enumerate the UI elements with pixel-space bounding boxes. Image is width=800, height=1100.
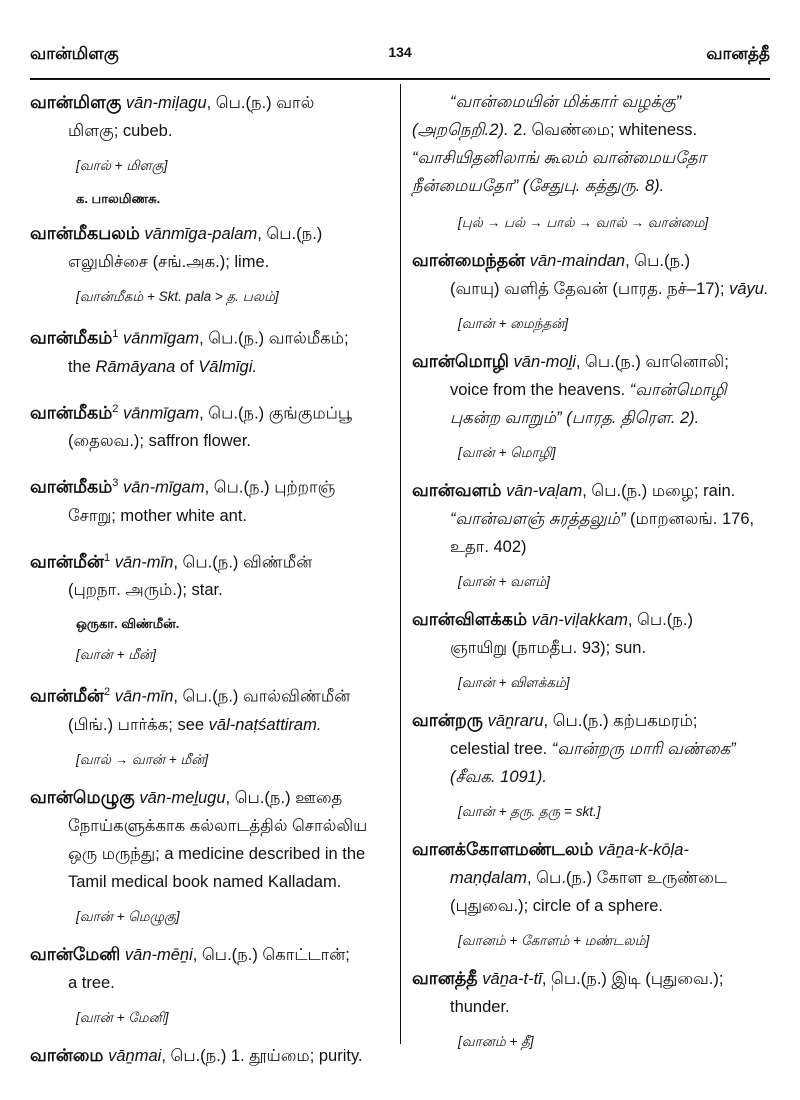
headword: வான்மெழுகு — [30, 786, 135, 807]
etymology: [வான் + வளம்] — [458, 574, 550, 589]
definition-line — [412, 404, 770, 432]
etymology: [வால் + மிளகு] — [76, 158, 168, 173]
dictionary-entry — [412, 605, 770, 662]
etymology: [வான் + மெழுகு] — [76, 908, 180, 924]
definition: , பெ.(ந.) குங்குமப்பூ — [199, 404, 352, 422]
headword: வான்மீன் — [30, 685, 104, 706]
running-head-right: வானத்தீ — [706, 44, 770, 63]
etymology: [வான் + விளக்கம்] — [458, 675, 570, 690]
definition-text: the — [68, 357, 96, 376]
headword: வான்றரு — [412, 710, 483, 730]
headword: வான்மீகம் — [30, 402, 113, 422]
headword: வான்மைந்தன் — [412, 250, 526, 270]
dictionary-entry — [412, 246, 770, 303]
definition-text: celestial tree. — [450, 740, 552, 758]
dictionary-entry — [412, 347, 770, 432]
transliteration: vān-vaḷam — [506, 482, 583, 500]
transliteration: vāṉmai — [108, 1046, 162, 1065]
homonym-number: 3 — [112, 477, 119, 489]
citation: (சேதுபு. கத்துரு. 8). — [518, 177, 665, 195]
homonym-number: 1 — [112, 328, 119, 340]
definition-line — [412, 172, 770, 200]
definition: , பெ.(ந.) புற்றாஞ் — [204, 478, 336, 497]
quotation: “வான்மொழி — [629, 381, 727, 399]
definition: , பெ.(ந.) — [625, 252, 691, 270]
definition: , பெ.(ந.) வால்விண்மீன் — [173, 687, 351, 706]
definition-line — [30, 353, 390, 381]
headword: வான்விளக்கம் — [412, 609, 528, 629]
etymology: [வான் + மைந்தன்] — [458, 316, 569, 331]
definition-line — [30, 711, 390, 739]
definition-line: ஞாயிறு (நாமதீப. 93); sun. — [450, 639, 647, 657]
etymology: [வான் + மொழி] — [458, 445, 556, 460]
definition-line — [412, 864, 770, 892]
definition: , பெ.(ந.) — [257, 225, 323, 243]
etymology: [வால் → வான் + மீன்] — [76, 751, 209, 767]
transliteration: vān-mīn — [114, 553, 174, 571]
quotation: புகன்ற வாறும்” — [450, 409, 562, 427]
definition: , பெ.(ந.) வானொலி; — [575, 353, 729, 371]
dictionary-entry — [30, 469, 390, 530]
definition: , பெ.(ந.) வால்மீகம்; — [199, 329, 349, 348]
homonym-number: 2 — [112, 402, 119, 415]
quotation: நீன்மையதோ” — [412, 177, 519, 195]
headword: வானக்கோளமண்டலம் — [412, 839, 594, 859]
dictionary-entry — [30, 320, 390, 381]
work-title: Rāmāyana — [95, 357, 176, 376]
dictionary-entry — [30, 783, 390, 896]
transliteration: vān-meḻugu — [139, 788, 226, 807]
headword: வான்மை — [30, 1044, 104, 1065]
definition-text: , பெ.(ந.) கோள உருண்டை — [527, 869, 728, 887]
definition-text: voice from the heavens. — [450, 381, 630, 399]
definition-line: நோய்களுக்காக கல்லாடத்தில் சொல்லிய — [68, 816, 368, 835]
definition-line: (புதுவை.); circle of a sphere. — [450, 897, 663, 915]
definition: , பெ.(ந.) — [627, 611, 693, 629]
definition-line: உதா. 402) — [450, 538, 527, 556]
etymology: [வான் + தரு. தரு = skt.] — [458, 804, 601, 819]
definition-line — [412, 735, 770, 763]
definition: , பெ.(ந.) மழை; rain. — [582, 482, 736, 500]
citation: (அறநெறி.2). — [412, 121, 509, 139]
transliteration: vān-mīn — [114, 687, 174, 706]
transliteration: vāṉa-t-tī — [482, 970, 542, 988]
transliteration: vān-viḷakkam — [531, 611, 628, 629]
dictionary-entry — [30, 219, 390, 276]
etymology: [வானம் + தீ] — [458, 1034, 534, 1049]
headword: வான்மீன் — [30, 551, 104, 571]
quotation: “வான்றரு மாரி வண்கை” — [551, 740, 736, 758]
definition: , பெ.(ந.) கற்பகமரம்; — [543, 712, 698, 730]
etymology: [வான்மீகம் + Skt. pala > த. பலம்] — [76, 289, 279, 304]
citation: (பாரத. திரௌ. 2). — [561, 409, 700, 427]
headword: வான்மீகம் — [30, 327, 113, 348]
etymology: [வானம் + கோளம் + மண்டலம்] — [458, 933, 650, 948]
homonym-number: 1 — [103, 551, 111, 564]
column-divider — [400, 84, 401, 1044]
definition: , பெ.(ந.) ஊதை — [225, 788, 343, 807]
cross-reference: vāl-naṭśattiram. — [208, 715, 322, 734]
definition-line — [412, 376, 770, 404]
page-number: 134 — [388, 44, 412, 60]
headword: வான்மீகம் — [30, 476, 113, 497]
definition-line: (தைலவ.); saffron flower. — [68, 432, 252, 450]
transliteration: vānmīga-palam — [144, 225, 258, 243]
definition-text: (பிங்.) பார்க்க; see — [68, 715, 209, 734]
cognate-note: ஒருகா. விண்மீன். — [76, 616, 180, 631]
dictionary-entry — [30, 395, 390, 456]
headword: வான்மேனி — [30, 943, 121, 964]
definition: , பெ.(ந.) 1. தூய்மை; purity. — [161, 1046, 363, 1065]
definition-line: சோறு; mother white ant. — [68, 506, 247, 525]
dictionary-entry — [412, 964, 770, 1021]
etymology: [புல் → பல் → பால் → வால் → வான்மை] — [458, 215, 709, 230]
dictionary-entry — [30, 88, 390, 145]
header-rule — [30, 78, 770, 80]
definition-line — [412, 505, 770, 533]
transliteration: vān-miḷagu — [125, 94, 207, 112]
transliteration: vān-moḻi — [513, 353, 576, 371]
definition-line: மிளகு; cubeb. — [68, 122, 173, 140]
transliteration: vāṉa-k-kōḷa- — [598, 841, 689, 859]
english-gloss: vāyu. — [729, 280, 769, 298]
dictionary-entry — [412, 476, 770, 561]
quotation: “வாசியிதனிலாங் கூலம் வான்மையதோ — [412, 149, 707, 167]
citation: (சீவக. 1091). — [450, 768, 547, 786]
quotation: “வான்வளஞ் சுரத்தலும்” — [450, 510, 626, 528]
headword: வான்மொழி — [412, 351, 509, 371]
dictionary-entry — [30, 678, 390, 739]
definition-line: (புறநா. அரும்.); star. — [68, 581, 223, 599]
headword: வான்மிளகு — [30, 92, 122, 112]
left-column — [30, 88, 390, 1084]
continued-entry — [412, 88, 770, 200]
definition: , பெ.(ந.) இடி (புதுவை.); — [541, 970, 724, 988]
dictionary-entry — [30, 544, 390, 605]
running-head-left: வான்மிளகு — [30, 44, 119, 63]
definition: , பெ.(ந.) கொட்டான்; — [192, 945, 350, 964]
cognate-note: க. பாலமிணசு. — [76, 191, 161, 206]
transliteration: vān-maindan — [529, 252, 626, 270]
etymology: [வான் + மீன்] — [76, 647, 156, 662]
definition: , பெ.(ந.) விண்மீன் — [173, 553, 313, 571]
dictionary-entry — [30, 1041, 390, 1070]
definition-text: (வாயு) வளித் தேவன் (பாரத. நச்–17); — [450, 280, 730, 298]
etymology: [வான் + மேனி] — [76, 1009, 169, 1025]
definition-line: ஒரு மருந்து; a medicine described in the — [68, 844, 366, 863]
definition-line: a tree. — [68, 973, 115, 992]
definition-line: எலுமிச்சை (சங்.அக.); lime. — [68, 253, 270, 271]
transliteration: vān-mīgam — [123, 478, 205, 497]
transliteration: vān-mēṉi — [124, 945, 193, 964]
print-speck — [552, 985, 555, 991]
transliteration: vānmīgam — [123, 404, 200, 422]
quotation: “வான்மையின் மிக்கார் வழக்கு” — [450, 93, 682, 111]
definition-line: thunder. — [450, 998, 510, 1016]
dictionary-entry — [412, 706, 770, 791]
definition-line — [412, 116, 770, 144]
transliteration: vāṉraru — [487, 712, 544, 730]
definition-line — [412, 275, 770, 303]
citation: (மாறனலங். 176, — [625, 510, 755, 528]
headword: வான்மீகபலம் — [30, 223, 140, 243]
dictionary-entry — [30, 940, 390, 997]
author-name: Vālmīgi. — [198, 357, 257, 376]
right-column — [412, 88, 770, 1065]
transliteration: maṇḍalam — [450, 869, 528, 887]
dictionary-entry — [412, 835, 770, 920]
headword: வானத்தீ — [412, 968, 478, 988]
headword: வான்வளம் — [412, 480, 502, 500]
homonym-number: 2 — [103, 686, 111, 698]
definition: , பெ.(ந.) வால் — [206, 94, 315, 112]
definition-text: 2. வெண்மை; whiteness. — [508, 121, 698, 139]
definition-line: Tamil medical book named Kalladam. — [68, 872, 342, 891]
page-header — [30, 44, 770, 68]
transliteration: vānmīgam — [123, 329, 200, 348]
definition-text: of — [175, 357, 199, 376]
